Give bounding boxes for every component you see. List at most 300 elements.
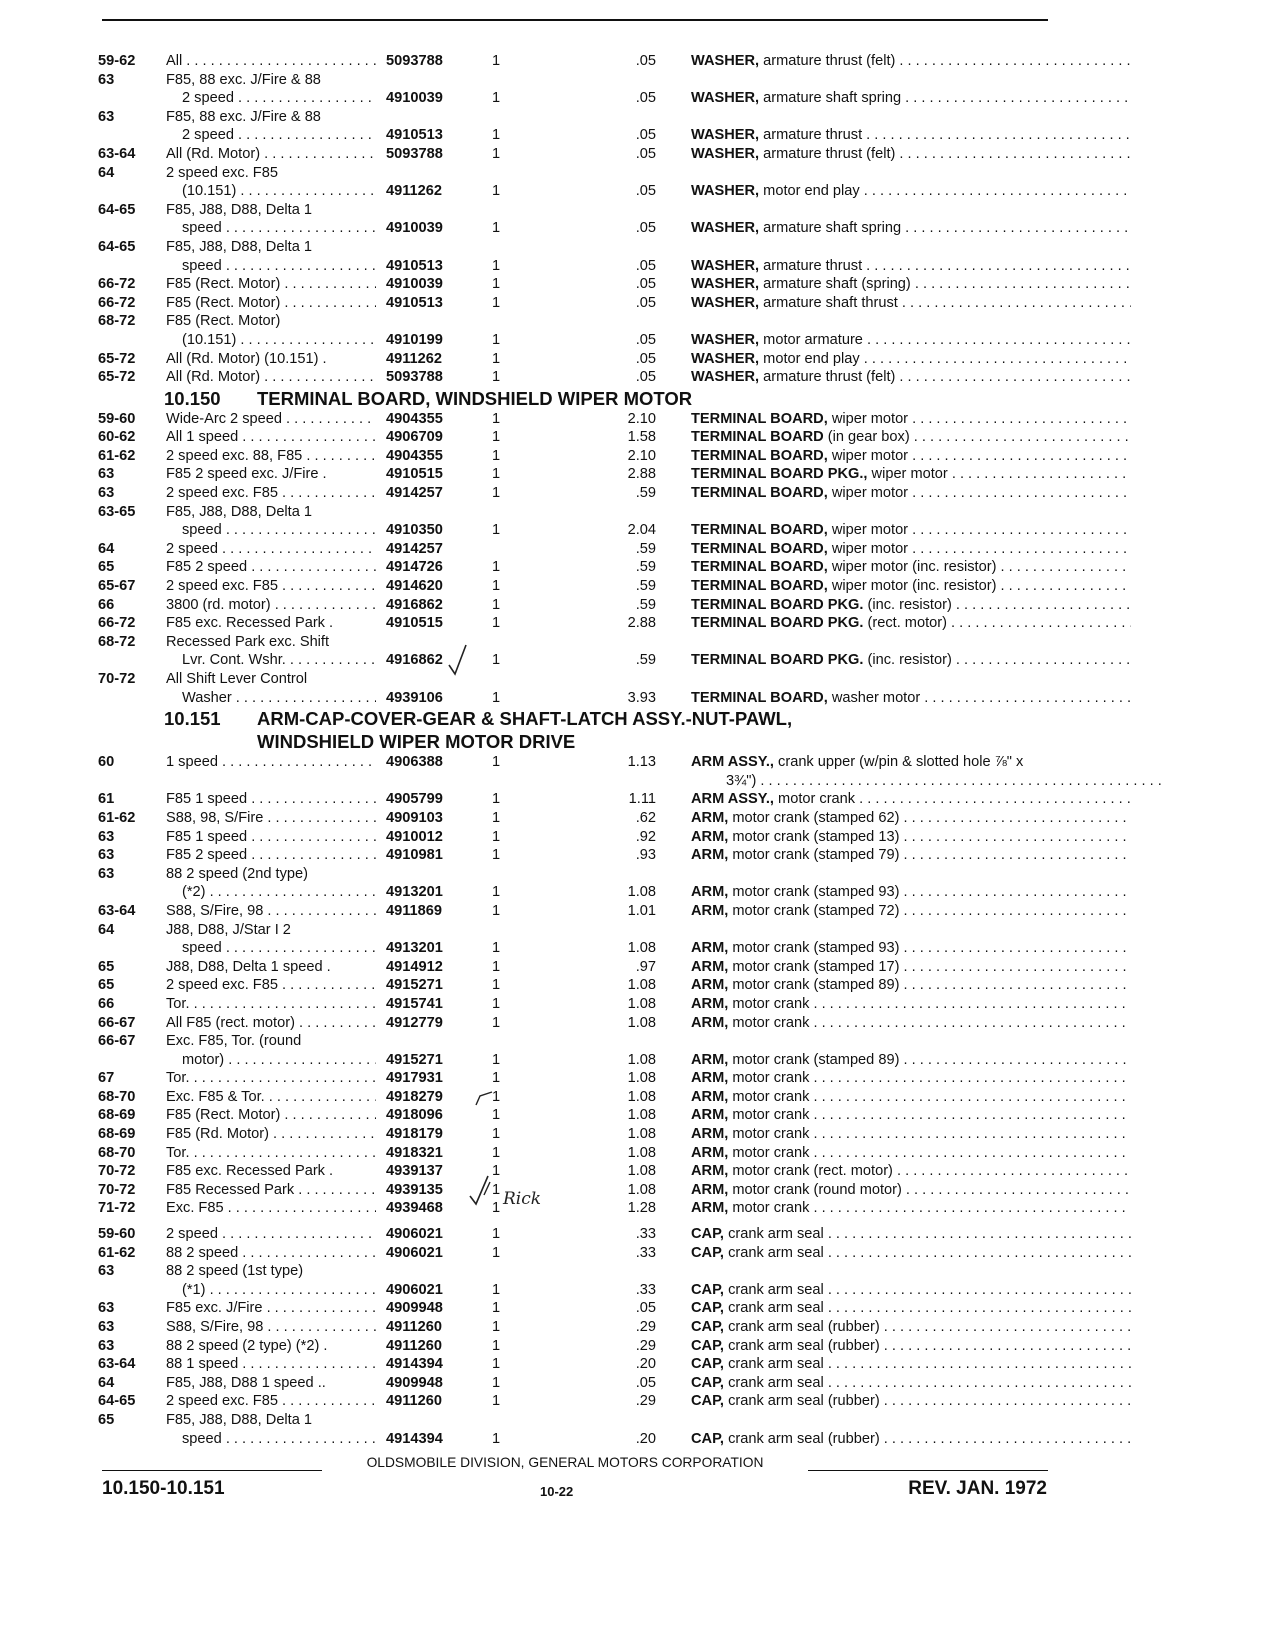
price: .20	[635, 1356, 656, 1373]
dash-mark	[476, 1092, 492, 1105]
model-years: 59-60	[98, 1226, 136, 1243]
model-description: F85, J88, D88, Delta 1	[166, 1411, 313, 1428]
price: .05	[635, 331, 656, 348]
model-years: 63-64	[98, 145, 136, 162]
model-description: 2 speed . . .	[166, 1225, 376, 1244]
model-years: 63	[98, 1300, 115, 1317]
model-years: 64-65	[98, 201, 136, 218]
part-number: 4911869	[386, 902, 443, 919]
model-description: motor) . . .	[182, 1051, 376, 1070]
model-description: J88, D88, J/Star I 2	[166, 921, 291, 938]
part-name: ARM ASSY.,	[691, 791, 774, 808]
price: .97	[635, 958, 656, 975]
model-years: 66-72	[98, 276, 136, 293]
part-name: ARM,	[691, 1051, 729, 1068]
price: 2.88	[627, 615, 656, 632]
quantity: 1	[492, 977, 501, 994]
part-number: 4910515	[386, 615, 443, 632]
part-number: 4909948	[386, 1300, 443, 1317]
model-description: All (Rd. Motor) . . .	[166, 145, 376, 164]
model-years: 64	[98, 921, 115, 938]
quantity: 1	[492, 902, 501, 919]
part-detail: 3¾")	[726, 772, 757, 789]
model-years: 60-62	[98, 429, 136, 446]
price: .20	[635, 1430, 656, 1447]
price: .92	[635, 828, 656, 845]
quantity: 1	[492, 1070, 501, 1087]
part-name: TERMINAL BOARD,	[691, 540, 828, 557]
model-years: 63	[98, 108, 115, 125]
part-name: ARM ASSY.,	[691, 754, 774, 771]
part-number: 4915271	[386, 1051, 443, 1068]
model-years: 63	[98, 865, 115, 882]
quantity: 1	[492, 220, 501, 237]
part-number: 4910513	[386, 294, 443, 311]
part-number: 4910513	[386, 127, 443, 144]
part-name: ARM,	[691, 1014, 729, 1031]
price: .33	[635, 1226, 656, 1243]
model-description: 88 2 speed (2nd type)	[166, 865, 308, 882]
model-description: F85 (Rect. Motor) . . .	[166, 294, 376, 313]
price: .05	[635, 257, 656, 274]
model-description: All (Rd. Motor) . . .	[166, 368, 376, 387]
part-number: 4906021	[386, 1281, 443, 1298]
part-detail: motor crank	[778, 791, 856, 808]
model-years: 65-67	[98, 578, 136, 595]
part-number: 4910199	[386, 331, 443, 348]
part-detail: crank arm seal (rubber)	[728, 1430, 880, 1447]
part-name: TERMINAL BOARD PKG.	[691, 596, 864, 613]
part-name: WASHER,	[691, 145, 760, 162]
part-detail: motor crank (stamped 72)	[732, 902, 900, 919]
price: 3.93	[627, 689, 656, 706]
price: 1.01	[627, 902, 656, 919]
part-name: WASHER,	[691, 90, 760, 107]
part-name: TERMINAL BOARD PKG.	[691, 652, 864, 669]
section-title: TERMINAL BOARD, WINDSHIELD WIPER MOTOR	[257, 387, 693, 409]
part-name: TERMINAL BOARD PKG.	[691, 615, 864, 632]
part-name: TERMINAL BOARD PKG.,	[691, 466, 868, 483]
quantity: 1	[492, 1200, 501, 1217]
model-description: F85 exc. Recessed Park .	[166, 615, 334, 632]
part-detail: motor crank	[732, 1200, 810, 1217]
quantity: 1	[492, 1337, 501, 1354]
model-years: 66-67	[98, 1014, 136, 1031]
quantity: 1	[492, 559, 501, 576]
part-name: CAP,	[691, 1319, 724, 1335]
part-name: CAP,	[691, 1430, 724, 1447]
part-number: 5093788	[386, 53, 443, 69]
price: 2.10	[627, 410, 656, 427]
part-name: ARM,	[691, 958, 729, 975]
price: 1.08	[627, 884, 656, 901]
part-number: 4913201	[386, 884, 443, 901]
handwritten-note: Rick	[503, 1189, 542, 1209]
model-years: 68-69	[98, 1126, 136, 1143]
model-description: Tor. . . .	[166, 1069, 376, 1088]
model-description: Washer . . .	[182, 689, 376, 708]
part-name: ARM,	[691, 902, 729, 919]
part-number: 4914257	[386, 485, 443, 502]
model-description: F85 2 speed exc. J/Fire .	[166, 466, 327, 483]
price: .93	[635, 847, 656, 864]
quantity: 1	[492, 466, 501, 483]
model-description: (10.151) . . .	[182, 331, 376, 350]
part-detail: motor crank	[732, 1107, 810, 1124]
quantity: 1	[492, 429, 501, 446]
part-number: 4914257	[386, 540, 443, 557]
price: .59	[635, 540, 656, 557]
part-number: 4905799	[386, 791, 443, 808]
model-description: speed . . .	[182, 219, 376, 238]
quantity: 1	[492, 1393, 501, 1410]
part-detail: crank upper (w/pin & slotted hole ⅞" x	[778, 754, 1024, 771]
part-detail: armature thrust	[763, 257, 863, 274]
part-detail: (inc. resistor)	[867, 652, 952, 669]
model-description: F85 2 speed . . .	[166, 846, 376, 865]
model-description: 2 speed exc. 88, F85 . . .	[166, 447, 376, 466]
price: .59	[635, 578, 656, 595]
model-description: 2 speed exc. F85 . . .	[166, 484, 376, 503]
price: .59	[635, 652, 656, 669]
check-mark-2	[470, 1176, 488, 1204]
quantity: 1	[492, 410, 501, 427]
part-name: ARM,	[691, 1088, 729, 1105]
model-description: 2 speed . . .	[182, 126, 376, 145]
section-number: 10.150	[164, 387, 221, 409]
model-description: F85 2 speed . . .	[166, 558, 376, 577]
part-detail: motor crank	[732, 1126, 810, 1143]
part-number: 4910513	[386, 257, 443, 274]
model-description: F85, J88, D88 1 speed ..	[166, 1374, 326, 1391]
part-detail: armature thrust (felt)	[763, 53, 896, 69]
quantity: 1	[492, 689, 501, 706]
part-number: 5093788	[386, 369, 443, 386]
part-name: WASHER,	[691, 220, 760, 237]
model-years: 70-72	[98, 671, 136, 687]
model-description: S88, S/Fire, 98 . . .	[166, 902, 376, 921]
part-name: WASHER,	[691, 369, 760, 386]
model-description: F85 1 speed . . .	[166, 828, 376, 847]
part-name: TERMINAL BOARD,	[691, 522, 828, 539]
part-name: ARM,	[691, 995, 729, 1012]
quantity: 1	[492, 828, 501, 845]
model-years: 66-72	[98, 615, 136, 632]
part-name: CAP,	[691, 1374, 724, 1391]
model-description: F85, J88, D88, Delta 1	[166, 503, 313, 520]
part-name: WASHER,	[691, 53, 760, 69]
part-name: ARM,	[691, 847, 729, 864]
part-name: TERMINAL BOARD	[691, 429, 824, 446]
part-number: 4911260	[386, 1337, 443, 1354]
model-description: Exc. F85 . . .	[166, 1199, 376, 1218]
quantity: 1	[492, 127, 501, 144]
quantity: 1	[492, 1014, 501, 1031]
part-name: TERMINAL BOARD,	[691, 559, 828, 576]
model-years: 66-67	[98, 1033, 136, 1050]
model-description: F85, J88, D88, Delta 1	[166, 238, 313, 255]
quantity: 1	[492, 1374, 501, 1391]
model-description: F85 Recessed Park . . .	[166, 1181, 376, 1200]
part-detail: wiper motor (inc. resistor)	[831, 578, 997, 595]
model-description: speed . . .	[182, 521, 376, 540]
model-years: 65	[98, 977, 115, 994]
quantity: 1	[492, 1163, 501, 1180]
part-name: ARM,	[691, 977, 729, 994]
model-description: (*2) . . .	[182, 883, 376, 902]
model-description: (*1) . . .	[182, 1281, 376, 1300]
part-detail: washer motor	[831, 689, 921, 706]
part-detail: (inc. resistor)	[867, 596, 952, 613]
section-title: ARM-CAP-COVER-GEAR & SHAFT-LATCH ASSY.-NUT-PAWL,	[257, 708, 793, 730]
part-number: 4918096	[386, 1107, 443, 1124]
part-number: 4914620	[386, 578, 443, 595]
part-number: 4918279	[386, 1088, 443, 1105]
price: .05	[635, 1300, 656, 1317]
price: .05	[635, 369, 656, 386]
price: .05	[635, 127, 656, 144]
quantity: 1	[492, 940, 501, 957]
footer-section-range: 10.150-10.151	[102, 1478, 225, 1499]
price: .29	[635, 1337, 656, 1354]
part-detail: motor crank	[732, 1014, 810, 1031]
part-number: 4918179	[386, 1126, 443, 1143]
part-number: 4910012	[386, 828, 443, 845]
model-years: 60	[98, 754, 115, 771]
model-description: F85, 88 exc. J/Fire & 88	[166, 71, 321, 88]
part-number: 4910039	[386, 90, 443, 107]
quantity: 1	[492, 522, 501, 539]
price: 2.10	[627, 447, 656, 464]
quantity: 1	[492, 485, 501, 502]
part-number: 4914394	[386, 1356, 443, 1373]
model-description: Lvr. Cont. Wshr. . . .	[182, 651, 376, 670]
model-years: 61	[98, 791, 115, 808]
model-description: 3800 (rd. motor) . . .	[166, 596, 376, 615]
part-name: TERMINAL BOARD,	[691, 578, 828, 595]
model-years: 63	[98, 1337, 115, 1354]
part-number: 4909103	[386, 809, 443, 826]
part-name: ARM,	[691, 828, 729, 845]
quantity: 1	[492, 350, 501, 367]
part-number: 4939468	[386, 1200, 443, 1217]
quantity: 1	[492, 1051, 501, 1068]
part-name: WASHER,	[691, 294, 760, 311]
price: 1.08	[627, 1088, 656, 1105]
model-description: All . . .	[166, 52, 376, 71]
model-description: 2 speed exc. F85 . . .	[166, 1392, 376, 1411]
model-description: F85 1 speed . . .	[166, 790, 376, 809]
model-description: 88 1 speed . . .	[166, 1355, 376, 1374]
part-detail: motor crank (stamped 13)	[732, 828, 900, 845]
part-name: WASHER,	[691, 350, 760, 367]
model-description: All F85 (rect. motor) . . .	[166, 1014, 376, 1033]
quantity: 1	[492, 791, 501, 808]
part-number: 4904355	[386, 410, 443, 427]
model-description: 88 2 speed (1st type)	[166, 1263, 304, 1280]
price: .05	[635, 294, 656, 311]
part-number: 4912779	[386, 1014, 443, 1031]
model-years: 64	[98, 164, 115, 181]
part-name: ARM,	[691, 940, 729, 957]
part-detail: wiper motor	[831, 485, 909, 502]
quantity: 1	[492, 1300, 501, 1317]
part-detail: (rect. motor)	[867, 615, 947, 632]
model-years: 63	[98, 71, 115, 88]
price: .33	[635, 1281, 656, 1298]
quantity: 1	[492, 847, 501, 864]
part-detail: armature shaft spring	[763, 90, 902, 107]
quantity: 1	[492, 1319, 501, 1335]
quantity: 1	[492, 1244, 501, 1261]
part-detail: motor crank (stamped 93)	[732, 940, 900, 957]
part-detail: crank arm seal	[728, 1244, 824, 1261]
part-number: 4911260	[386, 1393, 443, 1410]
price: .29	[635, 1393, 656, 1410]
model-years: 64-65	[98, 1393, 136, 1410]
quantity: 1	[492, 447, 501, 464]
model-description: All Shift Lever Control	[166, 671, 308, 687]
model-years: 67	[98, 1070, 115, 1087]
part-number: 4910515	[386, 466, 443, 483]
part-detail: motor crank (rect. motor)	[732, 1163, 893, 1180]
part-name: CAP,	[691, 1244, 724, 1261]
quantity: 1	[492, 1181, 501, 1198]
price: .59	[635, 485, 656, 502]
model-description: F85, J88, D88, Delta 1	[166, 201, 313, 218]
quantity: 1	[492, 276, 501, 293]
quantity: 1	[492, 369, 501, 386]
model-description: 2 speed . . .	[166, 540, 376, 559]
part-name: ARM,	[691, 1181, 729, 1198]
part-detail: armature shaft thrust	[763, 294, 898, 311]
model-years: 66	[98, 995, 115, 1012]
part-name: WASHER,	[691, 276, 760, 293]
model-years: 65-72	[98, 350, 136, 367]
model-years: 63	[98, 828, 115, 845]
part-name: TERMINAL BOARD,	[691, 485, 828, 502]
part-detail: motor crank	[732, 1144, 810, 1161]
price: .62	[635, 809, 656, 826]
model-years: 63	[98, 1263, 115, 1280]
model-description: 2 speed exc. F85 . . .	[166, 577, 376, 596]
model-description: 1 speed . . .	[166, 753, 376, 772]
model-years: 68-69	[98, 1107, 136, 1124]
part-number: 4910981	[386, 847, 443, 864]
part-number: 4910039	[386, 276, 443, 293]
model-description: Tor. . . .	[166, 1144, 376, 1163]
part-number: 4916862	[386, 596, 443, 613]
quantity: 1	[492, 809, 501, 826]
price: .05	[635, 90, 656, 107]
section-number: 10.151	[164, 708, 221, 730]
model-years: 68-70	[98, 1088, 136, 1105]
price: 2.04	[627, 522, 656, 539]
price: 1.08	[627, 940, 656, 957]
model-years: 63-64	[98, 902, 136, 919]
price: .29	[635, 1319, 656, 1335]
quantity: 1	[492, 90, 501, 107]
quantity: 1	[492, 294, 501, 311]
model-years: 66	[98, 596, 115, 613]
part-number: 4906021	[386, 1244, 443, 1261]
part-number: 4939137	[386, 1163, 443, 1180]
part-number: 4911260	[386, 1319, 443, 1335]
model-years: 65	[98, 559, 115, 576]
model-description: 2 speed . . .	[182, 89, 376, 108]
part-detail: wiper motor	[831, 540, 909, 557]
model-years: 65	[98, 958, 115, 975]
part-name: TERMINAL BOARD,	[691, 447, 828, 464]
price: .05	[635, 53, 656, 69]
price: .05	[635, 1374, 656, 1391]
quantity: 1	[492, 1088, 501, 1105]
part-detail: armature thrust	[763, 127, 863, 144]
part-detail: motor end play	[763, 183, 860, 200]
price: 1.08	[627, 1163, 656, 1180]
model-description: Recessed Park exc. Shift	[166, 633, 330, 650]
quantity: 1	[492, 578, 501, 595]
part-name: ARM,	[691, 1163, 729, 1180]
quantity: 1	[492, 1107, 501, 1124]
quantity: 1	[492, 1144, 501, 1161]
quantity: 1	[492, 652, 501, 669]
part-number: 4914726	[386, 559, 443, 576]
model-description: S88, 98, S/Fire . . .	[166, 809, 376, 828]
part-detail: motor crank	[732, 1088, 810, 1105]
model-description: F85 exc. J/Fire . . .	[166, 1299, 376, 1318]
part-number: 4918321	[386, 1144, 443, 1161]
price: 1.08	[627, 977, 656, 994]
price: .59	[635, 596, 656, 613]
footer-revision-date: REV. JAN. 1972	[908, 1478, 1047, 1499]
model-years: 65-72	[98, 369, 136, 386]
part-detail: wiper motor (inc. resistor)	[831, 559, 997, 576]
model-years: 61-62	[98, 447, 136, 464]
part-number: 4916862	[386, 652, 443, 669]
quantity: 1	[492, 615, 501, 632]
part-name: CAP,	[691, 1356, 724, 1373]
part-detail: motor crank (stamped 62)	[732, 809, 900, 826]
part-number: 4914912	[386, 958, 443, 975]
price: .05	[635, 220, 656, 237]
model-description: F85 (Rect. Motor)	[166, 313, 281, 330]
quantity: 1	[492, 183, 501, 200]
model-years: 63	[98, 485, 115, 502]
part-number: 4939106	[386, 689, 443, 706]
part-detail: wiper motor	[831, 410, 909, 427]
quantity: 1	[492, 331, 501, 348]
part-detail: wiper motor	[831, 522, 909, 539]
model-description: 2 speed exc. F85 . . .	[166, 976, 376, 995]
part-name: ARM,	[691, 1126, 729, 1143]
part-detail: motor crank (stamped 79)	[732, 847, 900, 864]
model-description: S88, S/Fire, 98 . . .	[166, 1318, 376, 1337]
quantity: 1	[492, 53, 501, 69]
part-name: WASHER,	[691, 331, 760, 348]
part-detail: armature shaft spring	[763, 220, 902, 237]
model-years: 63	[98, 847, 115, 864]
part-detail: wiper motor	[831, 447, 909, 464]
part-name: CAP,	[691, 1300, 724, 1317]
part-name: WASHER,	[691, 183, 760, 200]
part-number: 4911262	[386, 350, 443, 367]
model-description: F85 (Rect. Motor) . . .	[166, 275, 376, 294]
model-description: Exc. F85, Tor. (round	[166, 1033, 302, 1050]
model-years: 71-72	[98, 1200, 136, 1217]
quantity: 1	[492, 596, 501, 613]
part-detail: crank arm seal (rubber)	[728, 1319, 880, 1335]
